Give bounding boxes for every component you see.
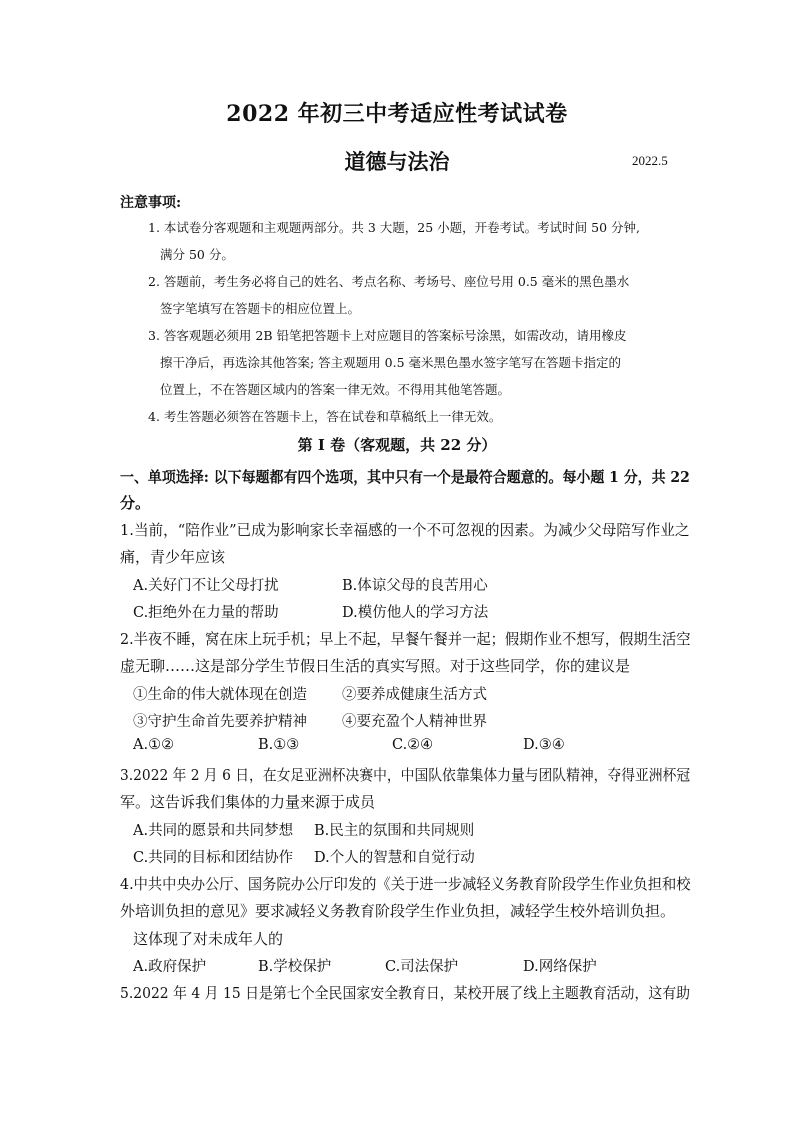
question-3-option-d: D.个人的智慧和自觉行动 bbox=[314, 850, 475, 866]
question-3-option-a: A.共同的愿景和共同梦想 bbox=[133, 823, 294, 839]
notice-line: 擦干净后，再选涂其他答案; 答主观题用 0.5 毫米黑色墨水签字笔写在答题卡指定的 bbox=[160, 355, 622, 370]
notice-line: 4. 考生答题必须答在答题卡上，答在试卷和草稿纸上一律无效。 bbox=[148, 409, 502, 424]
notice-line: 1. 本试卷分客观题和主观题两部分。共 3 大题，25 小题，开卷考试。考试时间 50 分钟, bbox=[148, 220, 641, 235]
question-5-stem: 5.2022 年 4 月 15 日是第七个全民国家安全教育日，某校开展了线上主题教育活动，这有助 bbox=[120, 984, 691, 1002]
question-3-option-b: B.民主的氛围和共同规则 bbox=[314, 823, 475, 839]
question-2-statement-3: ③守护生命首先要养护精神 bbox=[133, 714, 307, 730]
notice-item-3 bbox=[148, 322, 678, 403]
question-4-stem-cont-2: 这体现了对未成年人的 bbox=[133, 930, 284, 948]
exam-date: 2022.5 bbox=[632, 153, 668, 168]
question-2-statement-1: ①生命的伟大就体现在创造 bbox=[133, 687, 307, 703]
notice-line: 2. 答题前，考生务必将自己的姓名、考点名称、考场号、座位号用 0.5 毫米的黑色墨水 bbox=[148, 274, 630, 289]
question-1-option-b: B.体谅父母的良苦用心 bbox=[342, 578, 488, 594]
question-2-stem-cont: 虚无聊……这是部分学生节假日生活的真实写照。对于这些同学，你的建议是 bbox=[120, 657, 631, 675]
subject-title: 道德与法治 bbox=[344, 149, 450, 174]
section-heading: 第 I 卷（客观题，共 22 分） bbox=[297, 436, 497, 454]
notice-line: 签字笔填写在答题卡的相应位置上。 bbox=[160, 301, 361, 316]
question-1-stem: 1.当前，“陪作业”已成为影响家长幸福感的一个不可忽视的因素。为减少父母陪写作业之 bbox=[120, 521, 690, 539]
question-3-option-c: C.共同的目标和团结协作 bbox=[133, 850, 294, 866]
question-4-stem-cont: 外培训负担的意见》要求减轻义务教育阶段学生作业负担，减轻学生校外培训负担。 bbox=[120, 902, 676, 920]
notice-line: 满分 50 分。 bbox=[160, 247, 234, 262]
part-instructions: 一、单项选择: 以下每题都有四个选项，其中只有一个是最符合题意的。每小题 1 分，共 22 bbox=[120, 468, 690, 486]
exam-title: 2022 年初三中考适应性考试试卷 bbox=[226, 101, 568, 127]
question-2-option-c: C.②④ bbox=[392, 737, 434, 753]
question-4-option-c: C.司法保护 bbox=[385, 959, 459, 975]
notice-line: 3. 答客观题必须用 2B 铅笔把答题卡上对应题目的答案标号涂黑，如需改动，请用橡皮 bbox=[148, 328, 627, 343]
question-2-stem: 2.半夜不睡，窝在床上玩手机；早上不起，早餐午餐并一起；假期作业不想写，假期生活空 bbox=[120, 630, 691, 648]
question-4-option-b: B.学校保护 bbox=[258, 959, 332, 975]
question-4-stem: 4.中共中央办公厅、国务院办公厅印发的《关于进一步减轻义务教育阶段学生作业负担和校 bbox=[120, 875, 691, 893]
question-1-option-a: A.关好门不让父母打扰 bbox=[133, 578, 279, 594]
notice-item-4 bbox=[148, 403, 678, 430]
notice-line: 位置上，不在答题区域内的答案一律无效。不得用其他笔答题。 bbox=[160, 382, 511, 397]
question-4-option-a: A.政府保护 bbox=[133, 959, 207, 975]
question-3-stem: 3.2022 年 2 月 6 日，在女足亚洲杯决赛中，中国队依靠集体力量与团队精神，夺得亚洲杯冠 bbox=[120, 766, 691, 784]
question-2-statement-4: ④要充盈个人精神世界 bbox=[342, 714, 487, 730]
part-instructions-cont: 分。 bbox=[120, 494, 151, 512]
question-2-option-a: A.①② bbox=[133, 737, 175, 753]
question-1-option-c: C.拒绝外在力量的帮助 bbox=[133, 605, 279, 621]
question-1-option-d: D.模仿他人的学习方法 bbox=[342, 605, 489, 621]
question-3-stem-cont: 军。这告诉我们集体的力量来源于成员 bbox=[120, 793, 376, 811]
question-2-option-b: B.①③ bbox=[258, 737, 300, 753]
question-2-statement-2: ②要养成健康生活方式 bbox=[342, 687, 487, 703]
notice-item-1 bbox=[148, 214, 678, 268]
notice-item-2 bbox=[148, 268, 678, 322]
question-1-stem-cont: 痛，青少年应该 bbox=[120, 548, 226, 566]
notice-heading: 注意事项: bbox=[120, 195, 182, 211]
question-2-option-d: D.③④ bbox=[523, 737, 565, 753]
question-4-option-d: D.网络保护 bbox=[523, 959, 597, 975]
